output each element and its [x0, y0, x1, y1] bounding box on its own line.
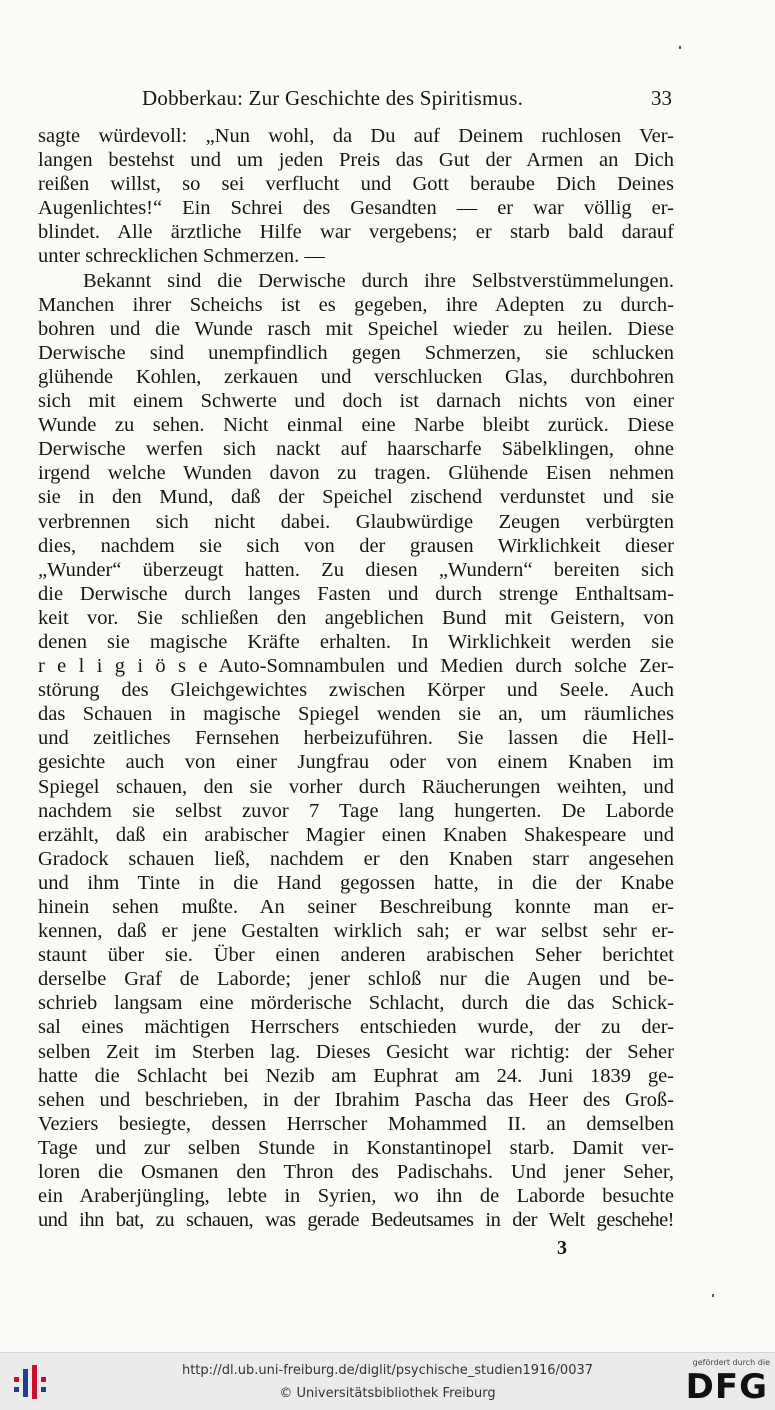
- text-line: und ihm Tinte in die Hand gegossen hatte, in die der Knabe: [38, 871, 674, 894]
- text-line: denen sie magische Kräfte erhalten. In Wirklichkeit werden sie: [38, 630, 674, 653]
- text-line: Bekannt sind die Derwische durch ihre Selbstverstümmelungen.: [83, 269, 674, 292]
- text-line: Wunde zu sehen. Nicht einmal eine Narbe bleibt zurück. Diese: [38, 414, 674, 437]
- text-line: hinein sehen mußte. An seiner Beschreibung konnte man er-: [38, 896, 674, 918]
- text-line: selben Zeit im Sterben lag. Dieses Gesicht war richtig: der Seher: [38, 1040, 674, 1063]
- text-line: langen bestehst und um jeden Preis das Gut der Armen an Dich: [38, 149, 674, 172]
- text-line: ein Araberjüngling, lebte in Syrien, wo ihn de Laborde besuchte: [38, 1185, 674, 1208]
- text-line: reißen willst, so sei verflucht und Gott beraube Dich Deines: [38, 173, 674, 196]
- body-text: [38, 124, 674, 1232]
- text-line: verbrennen sich nicht dabei. Glaubwürdige Zeugen verbürgten: [38, 510, 674, 533]
- text-line: Derwische sind unempfindlich gegen Schmerzen, sie schlucken: [38, 341, 674, 364]
- text-line: sehen und beschrieben, in der Ibrahim Pascha das Heer des Groß-: [38, 1088, 674, 1111]
- text-line: sagte würdevoll: „Nun wohl, da Du auf Deinem ruchlosen Ver-: [38, 125, 674, 147]
- footer-bar: [0, 1352, 775, 1410]
- text-line: bohren und die Wunde rasch mit Speichel wieder zu heilen. Diese: [38, 317, 674, 340]
- speck-mark: [712, 1294, 714, 1297]
- running-title: Dobberkau: Zur Geschichte des Spiritismus.: [142, 86, 524, 110]
- copyright-text: © Universitätsbibliothek Freiburg: [279, 1386, 496, 1401]
- text-line: Derwische werfen sich nackt auf haarscharfe Säbelklingen, ohne: [38, 438, 674, 461]
- signature-mark: 3: [557, 1237, 567, 1259]
- text-line: sal eines mächtigen Herrschers entschieden wurde, der zu der-: [38, 1016, 674, 1039]
- text-line: und zeitliches Fernsehen herbeizuführen. Sie lassen die Hell-: [38, 727, 674, 750]
- text-line: und ihn bat, zu schauen, was gerade Bedeutsames in der Welt geschehe!: [38, 1209, 674, 1232]
- dfg-logo[interactable]: [682, 1358, 770, 1406]
- text-line: kennen, daß er jene Gestalten wirklich sah; er war selbst sehr er-: [38, 920, 674, 943]
- text-line: blindet. Alle ärztliche Hilfe war vergebens; er starb bald darauf: [38, 221, 674, 244]
- text-line: hatte die Schlacht bei Nezib am Euphrat am 24. Juni 1839 ge-: [38, 1064, 674, 1087]
- text-line: schrieb langsam eine mörderische Schlacht, durch die das Schick-: [38, 992, 674, 1015]
- speck-mark: [679, 46, 681, 49]
- text-line: Gradock schauen ließ, nachdem er den Knaben starr angesehen: [38, 847, 674, 870]
- source-url-link[interactable]: http://dl.ub.uni-freiburg.de/diglit/psychische_studien1916/0037: [181, 1363, 594, 1378]
- text-line: glühende Kohlen, zerkauen und verschlucken Glas, durchbohren: [38, 365, 674, 388]
- text-line: r e l i g i ö s e Auto-Somnambulen und Medien durch solche Zer-: [38, 655, 674, 678]
- text-line: Tage und zur selben Stunde in Konstantinopel starb. Damit ver-: [38, 1136, 674, 1159]
- dfg-logo-icon: DFG: [685, 1367, 768, 1407]
- text-line: Veziers besiegte, dessen Herrscher Mohammed II. an demselben: [38, 1112, 674, 1135]
- text-line: Spiegel schauen, den sie vorher durch Räucherungen weihten, und: [38, 775, 674, 798]
- text-line: gesichte auch von einer Jungfrau oder von einem Knaben im: [38, 751, 674, 774]
- page-header: [38, 82, 674, 112]
- text-line: erzählt, daß ein arabischer Magier einen Knaben Shakespeare und: [38, 823, 674, 846]
- text-line: derselbe Graf de Laborde; jener schloß nur die Augen und be-: [38, 968, 674, 991]
- text-line: loren die Osmanen den Thron des Padischahs. Und jener Seher,: [38, 1161, 674, 1184]
- text-line: das Schauen in magische Spiegel wenden sie an, um räumliches: [38, 703, 674, 726]
- text-line: „Wunder“ überzeugt hatten. Zu diesen „Wundern“ bereiten sich: [38, 558, 674, 581]
- text-line: die Derwische durch langes Fasten und durch strenge Enthaltsam-: [38, 582, 674, 605]
- text-line: sie in den Mund, daß der Speichel zischend verdunstet und sie: [38, 486, 674, 509]
- funding-text: gefördert durch die: [692, 1358, 770, 1367]
- text-line: unter schrecklichen Schmerzen. —: [38, 245, 325, 268]
- text-line: Augenlichtes!“ Ein Schrei des Gesandten — er war völlig er-: [38, 197, 674, 220]
- text-line: keit vor. Sie schließen den angeblichen Bund mit Geistern, von: [38, 606, 674, 629]
- text-line: störung des Gleichgewichtes zwischen Körper und Seele. Auch: [38, 679, 674, 702]
- text-line: irgend welche Wunden davon zu tragen. Glühende Eisen nehmen: [38, 462, 674, 485]
- text-line: sich mit einem Schwerte und doch ist darnach nichts von einer: [38, 390, 674, 413]
- text-line: staunt über sie. Über einen anderen arabischen Seher berichtet: [38, 944, 674, 967]
- text-line: dies, nachdem sie sich von der grausen Wirklichkeit dieser: [38, 534, 674, 557]
- text-line: nachdem sie selbst zuvor 7 Tage lang hungerten. De Laborde: [38, 799, 674, 822]
- text-line: Manchen ihrer Scheichs ist es gegeben, ihre Adepten zu durch-: [38, 293, 674, 316]
- page-number: 33: [651, 86, 672, 110]
